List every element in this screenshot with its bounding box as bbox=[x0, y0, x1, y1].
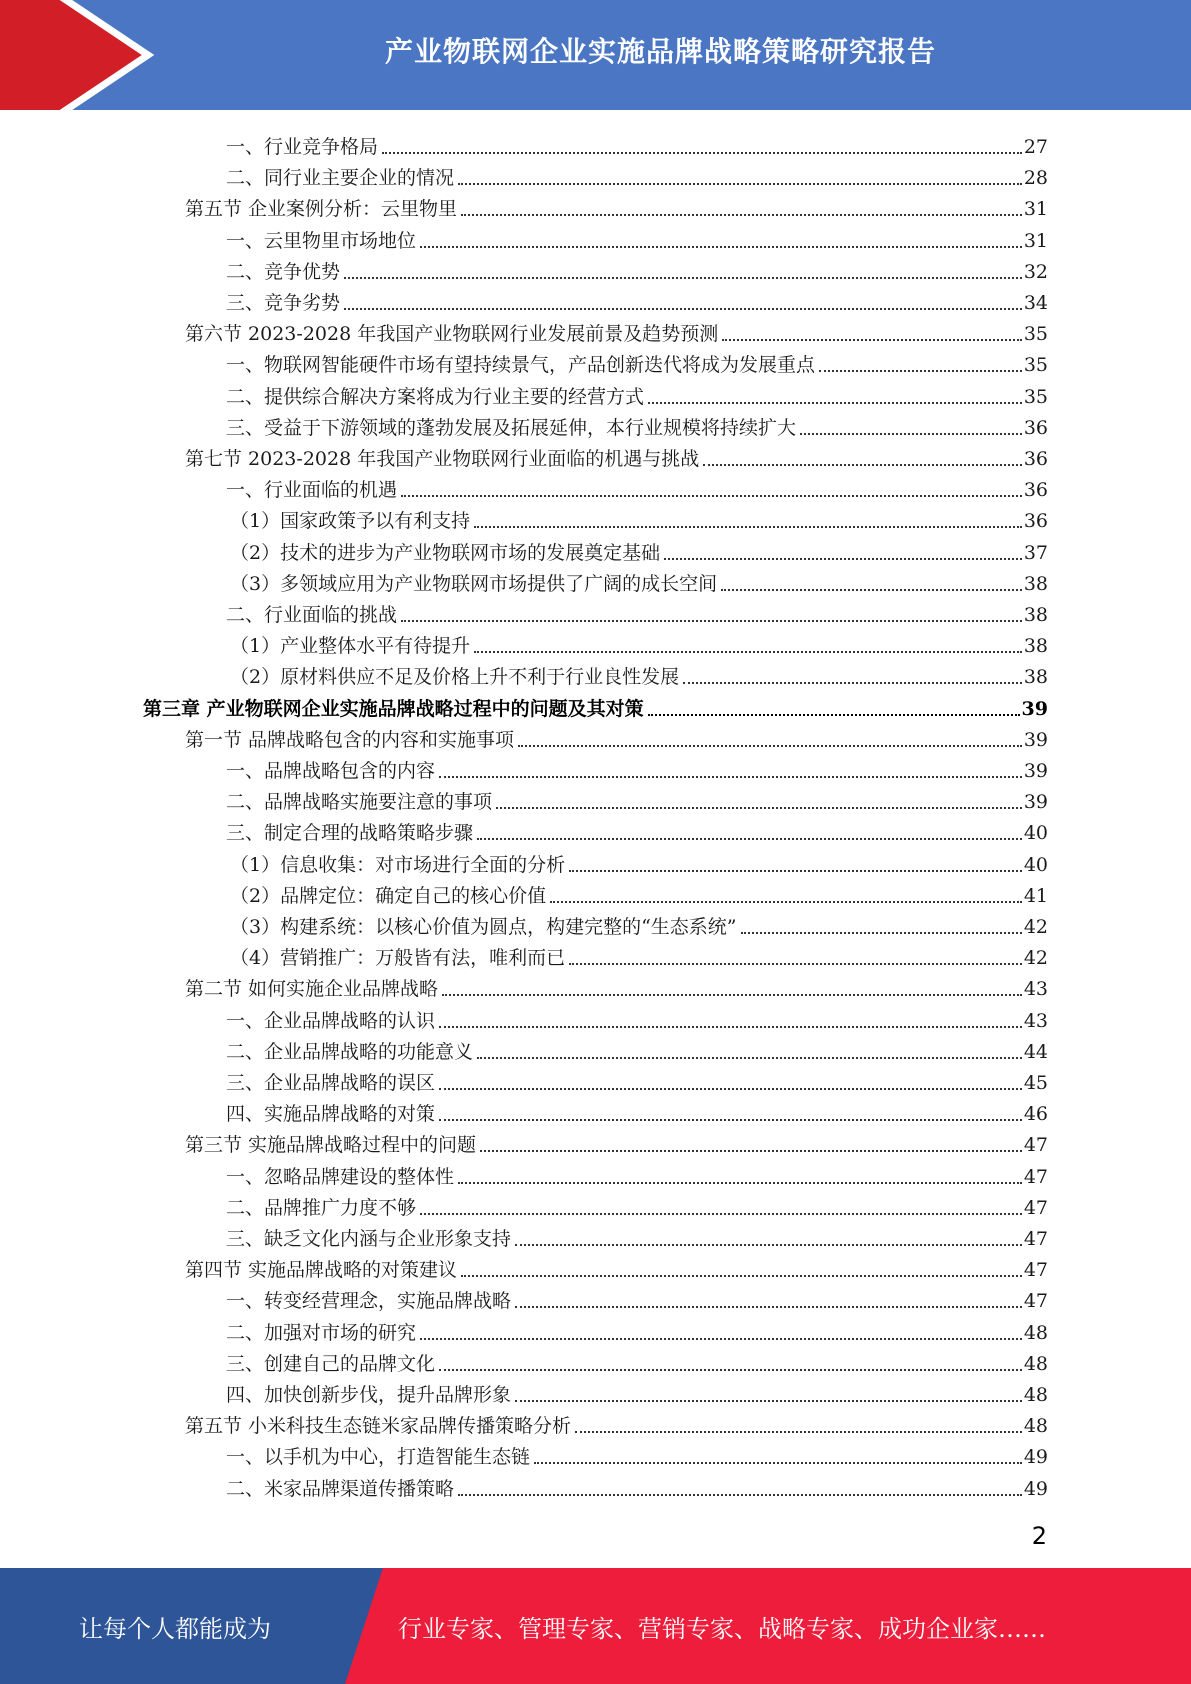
toc-leader-dots bbox=[515, 1244, 1022, 1246]
toc-leader-dots bbox=[703, 464, 1022, 466]
toc-entry[interactable] bbox=[230, 939, 1048, 970]
toc-leader-dots bbox=[741, 932, 1022, 934]
chevron-arrow-icon bbox=[0, 0, 160, 110]
toc-entry[interactable] bbox=[185, 970, 1048, 1001]
toc-entry-page: 39 bbox=[1023, 760, 1048, 782]
toc-entry-title: 三、竞争劣势 bbox=[226, 292, 341, 314]
toc-entry-title: 二、米家品牌渠道传播策略 bbox=[226, 1477, 455, 1500]
toc-entry-title: 二、同行业主要企业的情况 bbox=[226, 167, 455, 190]
toc-entry-page: 48 bbox=[1023, 1321, 1048, 1344]
toc-entry-title: 二、品牌推广力度不够 bbox=[226, 1196, 417, 1219]
toc-entry[interactable] bbox=[230, 534, 1048, 565]
toc-leader-dots bbox=[420, 246, 1022, 248]
toc-entry[interactable] bbox=[230, 658, 1048, 689]
toc-leader-dots bbox=[722, 339, 1022, 341]
toc-entry-title: （1）产业整体水平有待提升 bbox=[230, 635, 471, 658]
toc-leader-dots bbox=[439, 776, 1022, 778]
toc-entry-title: 三、创建自己的品牌文化 bbox=[226, 1352, 436, 1375]
toc-leader-dots bbox=[648, 714, 1020, 716]
toc-leader-dots bbox=[474, 526, 1022, 528]
toc-entry-page: 43 bbox=[1023, 978, 1048, 1001]
toc-leader-dots bbox=[569, 870, 1022, 872]
toc-entry-page: 44 bbox=[1023, 1040, 1048, 1063]
toc-entry-page: 48 bbox=[1023, 1415, 1048, 1438]
toc-leader-dots bbox=[800, 433, 1022, 435]
toc-entry-title: （4）营销推广：万般皆有法，唯利而已 bbox=[230, 947, 566, 970]
toc-leader-dots bbox=[569, 963, 1022, 965]
toc-entry-page: 28 bbox=[1023, 167, 1048, 190]
toc-entry[interactable] bbox=[185, 440, 1048, 471]
toc-entry-title: 二、提供综合解决方案将成为行业主要的经营方式 bbox=[226, 385, 645, 408]
toc-leader-dots bbox=[819, 370, 1022, 372]
toc-entry[interactable] bbox=[185, 190, 1048, 221]
toc-leader-dots bbox=[534, 1462, 1022, 1464]
toc-entry[interactable] bbox=[226, 1314, 1048, 1345]
toc-entry-page: 47 bbox=[1023, 1290, 1048, 1313]
toc-entry-page: 49 bbox=[1023, 1477, 1048, 1500]
toc-entry-title: （3）构建系统：以核心价值为圆点，构建完整的“生态系统” bbox=[230, 916, 737, 938]
toc-entry[interactable] bbox=[226, 1376, 1048, 1407]
toc-entry-page: 39 bbox=[1021, 697, 1048, 720]
toc-entry-title: （1）信息收集：对市场进行全面的分析 bbox=[230, 853, 566, 876]
toc-leader-dots bbox=[515, 1306, 1022, 1308]
toc-entry-page: 35 bbox=[1023, 385, 1048, 408]
toc-leader-dots bbox=[496, 807, 1022, 809]
toc-entry-page: 47 bbox=[1023, 1259, 1048, 1282]
toc-entry-page: 36 bbox=[1023, 510, 1048, 533]
toc-entry-title: 一、企业品牌战略的认识 bbox=[226, 1009, 436, 1032]
toc-entry-title: 二、加强对市场的研究 bbox=[226, 1321, 417, 1344]
toc-leader-dots bbox=[477, 1057, 1022, 1059]
toc-entry[interactable] bbox=[230, 846, 1048, 877]
toc-entry[interactable] bbox=[226, 378, 1048, 409]
toc-leader-dots bbox=[420, 1213, 1022, 1215]
toc-entry-title: 二、竞争优势 bbox=[226, 260, 341, 283]
toc-entry-page: 47 bbox=[1023, 1165, 1048, 1188]
toc-entry[interactable] bbox=[143, 690, 1048, 721]
toc-entry-page: 27 bbox=[1023, 136, 1048, 158]
toc-entry-page: 38 bbox=[1023, 635, 1048, 658]
toc-entry-page: 39 bbox=[1023, 791, 1048, 814]
toc-entry[interactable] bbox=[226, 159, 1048, 190]
toc-entry[interactable] bbox=[226, 1282, 1048, 1313]
toc-entry-title: 三、企业品牌战略的误区 bbox=[226, 1072, 436, 1094]
toc-entry-page: 31 bbox=[1023, 229, 1048, 252]
toc-entry[interactable] bbox=[226, 1064, 1048, 1095]
toc-entry-page: 35 bbox=[1023, 323, 1048, 346]
toc-leader-dots bbox=[664, 558, 1022, 560]
report-title: 产业物联网企业实施品牌战略策略研究报告 bbox=[384, 35, 936, 68]
toc-entry-page: 45 bbox=[1023, 1072, 1048, 1094]
toc-entry-title: 第五节 企业案例分析：云里物里 bbox=[185, 198, 458, 221]
toc-leader-dots bbox=[442, 994, 1022, 996]
toc-entry-title: 第四节 实施品牌战略的对策建议 bbox=[185, 1259, 458, 1282]
toc-entry-page: 43 bbox=[1023, 1009, 1048, 1032]
toc-leader-dots bbox=[439, 1119, 1022, 1121]
toc-entry-title: 一、忽略品牌建设的整体性 bbox=[226, 1165, 455, 1188]
toc-entry-page: 38 bbox=[1023, 666, 1048, 689]
toc-leader-dots bbox=[515, 1400, 1022, 1402]
toc-entry-title: 一、云里物里市场地位 bbox=[226, 229, 417, 252]
toc-entry-page: 42 bbox=[1023, 947, 1048, 970]
toc-entry[interactable] bbox=[226, 471, 1048, 502]
footer-slogan-right: 行业专家、管理专家、营销专家、战略专家、成功企业家…… bbox=[398, 1614, 1046, 1643]
toc-entry-page: 41 bbox=[1023, 884, 1048, 907]
toc-leader-dots bbox=[401, 620, 1022, 622]
toc-entry[interactable] bbox=[226, 783, 1048, 814]
page-footer bbox=[0, 1568, 1191, 1684]
page-number: 2 bbox=[1031, 1522, 1047, 1550]
toc-entry-page: 42 bbox=[1023, 916, 1048, 938]
toc-entry-title: 一、物联网智能硬件市场有望持续景气，产品创新迭代将成为发展重点 bbox=[226, 354, 816, 377]
toc-leader-dots bbox=[474, 651, 1022, 653]
toc-leader-dots bbox=[458, 1182, 1022, 1184]
toc-entry-title: 第七节 2023-2028 年我国产业物联网行业面临的机遇与挑战 bbox=[185, 448, 700, 470]
toc-entry-page: 47 bbox=[1023, 1134, 1048, 1157]
toc-entry-page: 36 bbox=[1023, 448, 1048, 470]
toc-entry-page: 35 bbox=[1023, 354, 1048, 377]
toc-entry-title: 二、企业品牌战略的功能意义 bbox=[226, 1040, 474, 1063]
toc-entry-page: 47 bbox=[1023, 1228, 1048, 1250]
toc-entry[interactable] bbox=[226, 222, 1048, 253]
toc-entry-title: 三、受益于下游领域的蓬勃发展及拓展延伸，本行业规模将持续扩大 bbox=[226, 416, 797, 439]
toc-entry[interactable] bbox=[226, 596, 1048, 627]
toc-leader-dots bbox=[344, 277, 1022, 279]
toc-entry-title: 第三章 产业物联网企业实施品牌战略过程中的问题及其对策 bbox=[143, 697, 644, 720]
toc-entry-page: 38 bbox=[1023, 572, 1048, 595]
toc-entry[interactable] bbox=[226, 1345, 1048, 1376]
toc-leader-dots bbox=[401, 495, 1022, 497]
toc-entry[interactable] bbox=[185, 1126, 1048, 1157]
toc-leader-dots bbox=[458, 183, 1022, 185]
toc-entry-title: 三、缺乏文化内涵与企业形象支持 bbox=[226, 1228, 512, 1250]
toc-entry[interactable] bbox=[226, 346, 1048, 377]
toc-entry-title: 一、品牌战略包含的内容 bbox=[226, 760, 436, 782]
toc-leader-dots bbox=[648, 402, 1022, 404]
toc-entry-title: （3）多领域应用为产业物联网市场提供了广阔的成长空间 bbox=[230, 572, 718, 595]
toc-entry[interactable] bbox=[230, 877, 1048, 908]
toc-leader-dots bbox=[518, 745, 1022, 747]
toc-entry-title: （1）国家政策予以有利支持 bbox=[230, 510, 471, 533]
toc-entry-page: 38 bbox=[1023, 604, 1048, 626]
footer-slogan-left: 让每个人都能成为 bbox=[79, 1614, 271, 1643]
toc-entry[interactable] bbox=[230, 908, 1048, 939]
toc-leader-dots bbox=[683, 682, 1022, 684]
toc-entry-title: （2）原材料供应不足及价格上升不利于行业良性发展 bbox=[230, 666, 680, 689]
toc-entry[interactable] bbox=[226, 1470, 1048, 1501]
toc-leader-dots bbox=[458, 1494, 1022, 1496]
toc-entry-title: 一、行业竞争格局 bbox=[226, 136, 379, 158]
toc-entry-title: 一、以手机为中心，打造智能生态链 bbox=[226, 1446, 531, 1469]
toc-entry[interactable] bbox=[226, 128, 1048, 159]
toc-entry[interactable] bbox=[185, 315, 1048, 346]
toc-leader-dots bbox=[382, 152, 1022, 154]
toc-entry-title: 第二节 如何实施企业品牌战略 bbox=[185, 978, 439, 1001]
toc-entry-page: 49 bbox=[1023, 1446, 1048, 1469]
toc-entry-title: 第六节 2023-2028 年我国产业物联网行业发展前景及趋势预测 bbox=[185, 323, 719, 346]
toc-entry-page: 36 bbox=[1023, 416, 1048, 439]
toc-entry[interactable] bbox=[230, 627, 1048, 658]
toc-entry-title: （2）品牌定位：确定自己的核心价值 bbox=[230, 884, 547, 907]
toc-leader-dots bbox=[420, 1338, 1022, 1340]
toc-leader-dots bbox=[439, 1026, 1022, 1028]
toc-entry-page: 46 bbox=[1023, 1103, 1048, 1126]
toc-entry-page: 48 bbox=[1023, 1352, 1048, 1375]
toc-entry[interactable] bbox=[226, 1002, 1048, 1033]
toc-entry-title: 三、制定合理的战略策略步骤 bbox=[226, 822, 474, 845]
toc-entry-page: 48 bbox=[1023, 1384, 1048, 1406]
toc-entry-title: （2）技术的进步为产业物联网市场的发展奠定基础 bbox=[230, 541, 661, 564]
toc-entry-title: 第三节 实施品牌战略过程中的问题 bbox=[185, 1134, 477, 1157]
toc-leader-dots bbox=[461, 1275, 1022, 1277]
toc-leader-dots bbox=[461, 214, 1022, 216]
toc-leader-dots bbox=[344, 308, 1022, 310]
toc-leader-dots bbox=[439, 1369, 1022, 1371]
toc-leader-dots bbox=[477, 838, 1022, 840]
toc-entry-title: 第五节 小米科技生态链米家品牌传播策略分析 bbox=[185, 1415, 572, 1438]
toc-entry-title: 二、品牌战略实施要注意的事项 bbox=[226, 791, 493, 814]
toc-entry-page: 34 bbox=[1023, 292, 1048, 314]
toc-entry-title: 一、转变经营理念，实施品牌战略 bbox=[226, 1290, 512, 1313]
toc-entry[interactable] bbox=[185, 721, 1048, 752]
toc-entry-page: 47 bbox=[1023, 1196, 1048, 1219]
toc-entry-title: 四、实施品牌战略的对策 bbox=[226, 1103, 436, 1126]
toc-entry-title: 一、行业面临的机遇 bbox=[226, 479, 398, 502]
toc-leader-dots bbox=[575, 1431, 1022, 1433]
toc-entry-title: 第一节 品牌战略包含的内容和实施事项 bbox=[185, 728, 515, 751]
toc-leader-dots bbox=[721, 589, 1022, 591]
toc-entry-page: 32 bbox=[1023, 260, 1048, 283]
toc-entry-title: 二、行业面临的挑战 bbox=[226, 604, 398, 626]
toc-entry[interactable] bbox=[226, 284, 1048, 315]
toc-entry[interactable] bbox=[226, 814, 1048, 845]
toc-entry[interactable] bbox=[226, 253, 1048, 284]
toc-entry[interactable] bbox=[185, 1407, 1048, 1438]
toc-entry-page: 36 bbox=[1023, 479, 1048, 502]
toc-entry-page: 37 bbox=[1023, 541, 1048, 564]
toc-leader-dots bbox=[439, 1088, 1022, 1090]
toc-entry-page: 39 bbox=[1023, 728, 1048, 751]
toc-entry[interactable] bbox=[226, 1189, 1048, 1220]
toc-entry[interactable] bbox=[226, 1095, 1048, 1126]
toc-entry-page: 31 bbox=[1023, 198, 1048, 221]
toc-entry[interactable] bbox=[226, 1158, 1048, 1189]
toc-entry[interactable] bbox=[185, 1251, 1048, 1282]
toc-entry[interactable] bbox=[226, 752, 1048, 783]
toc-entry-title: 四、加快创新步伐，提升品牌形象 bbox=[226, 1384, 512, 1406]
toc-entry-page: 40 bbox=[1023, 822, 1048, 845]
toc-entry[interactable] bbox=[226, 1220, 1048, 1251]
toc-leader-dots bbox=[550, 901, 1022, 903]
toc-leader-dots bbox=[480, 1150, 1022, 1152]
toc-entry[interactable] bbox=[226, 409, 1048, 440]
toc-entry[interactable] bbox=[226, 1033, 1048, 1064]
toc-entry[interactable] bbox=[226, 1438, 1048, 1469]
page-header bbox=[0, 0, 1191, 110]
toc-entry-page: 40 bbox=[1023, 853, 1048, 876]
toc-entry[interactable] bbox=[230, 565, 1048, 596]
toc-entry[interactable] bbox=[230, 502, 1048, 533]
